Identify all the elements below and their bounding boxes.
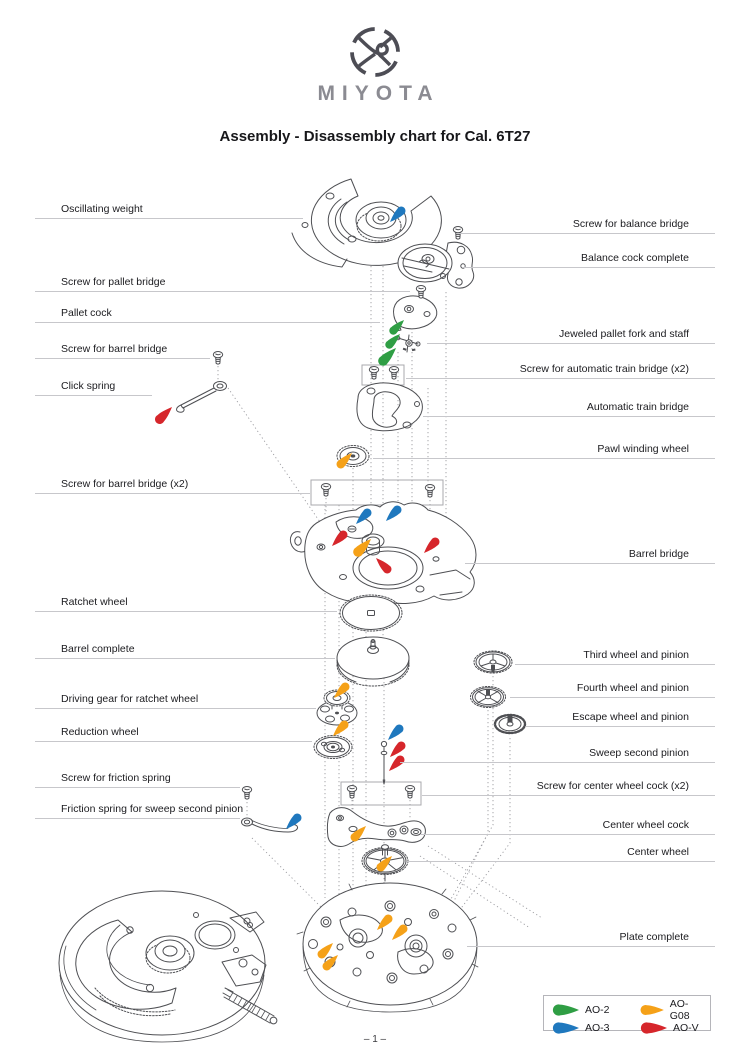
legend-label: AO-2 bbox=[585, 1004, 610, 1016]
label-ratchet-wheel: Ratchet wheel bbox=[35, 595, 337, 612]
center-wheel-cock-drawing bbox=[327, 808, 425, 847]
label-escape-wheel-and-pinion: Escape wheel and pinion bbox=[526, 710, 715, 727]
screw-icon bbox=[321, 484, 330, 497]
label-center-wheel-cock: Center wheel cock bbox=[421, 818, 715, 835]
label-fourth-wheel-and-pinion: Fourth wheel and pinion bbox=[510, 681, 715, 698]
escape-wheel-drawing bbox=[495, 715, 525, 733]
fourth-wheel-drawing bbox=[471, 687, 506, 708]
label-reduction-wheel: Reduction wheel bbox=[35, 725, 312, 742]
label-pallet-cock: Pallet cock bbox=[35, 306, 380, 323]
legend-item-aog08 bbox=[638, 998, 704, 1022]
label-screw-for-barrel-bridge: Screw for barrel bridge bbox=[35, 342, 210, 359]
legend-item-ao2 bbox=[550, 1004, 638, 1016]
automatic-train-bridge-drawing bbox=[357, 383, 422, 431]
screw-icon bbox=[347, 786, 356, 799]
label-friction-spring-for-sweep-second-pinion: Friction spring for sweep second pinion bbox=[35, 802, 240, 819]
oil-drop-icon bbox=[638, 1022, 668, 1034]
label-screw-for-balance-bridge: Screw for balance bridge bbox=[458, 217, 715, 234]
reduction-wheel-drawing bbox=[314, 736, 352, 759]
legend-item-aov bbox=[638, 1022, 704, 1034]
label-oscillating-weight: Oscillating weight bbox=[35, 202, 303, 219]
screw-icon bbox=[425, 485, 434, 498]
assembled-movement-drawing bbox=[59, 891, 277, 1042]
label-pawl-winding-wheel: Pawl winding wheel bbox=[373, 442, 715, 459]
label-screw-for-automatic-train-bridge-x2: Screw for automatic train bridge (x2) bbox=[406, 362, 715, 379]
legend-label: AO-G08 bbox=[669, 998, 690, 1022]
label-click-spring: Click spring bbox=[35, 379, 152, 396]
label-automatic-train-bridge: Automatic train bridge bbox=[423, 400, 715, 417]
legend-label: AO-V bbox=[673, 1022, 699, 1034]
label-screw-for-pallet-bridge: Screw for pallet bridge bbox=[35, 275, 410, 292]
label-balance-cock-complete: Balance cock complete bbox=[462, 251, 715, 268]
screw-icon bbox=[369, 367, 378, 380]
oil-legend bbox=[543, 995, 711, 1034]
page-number: – 1 – bbox=[363, 1034, 387, 1045]
label-sweep-second-pinion: Sweep second pinion bbox=[400, 746, 715, 763]
screw-icon bbox=[405, 786, 414, 799]
legend-item-ao3 bbox=[550, 1022, 638, 1034]
screw-icon bbox=[389, 367, 398, 380]
oil-drop-icon bbox=[638, 1004, 665, 1016]
label-jeweled-pallet-fork-and-staff: Jeweled pallet fork and staff bbox=[427, 327, 715, 344]
label-screw-for-barrel-bridge-x2: Screw for barrel bridge (x2) bbox=[35, 477, 310, 494]
brand-wordmark: MIYOTA bbox=[317, 82, 440, 105]
oil-drop-icon bbox=[550, 1004, 580, 1016]
label-plate-complete: Plate complete bbox=[467, 930, 715, 947]
label-barrel-bridge: Barrel bridge bbox=[465, 547, 715, 564]
oil-drop-icon bbox=[550, 1022, 580, 1034]
oil-drop-icon bbox=[385, 723, 405, 743]
label-third-wheel-and-pinion: Third wheel and pinion bbox=[515, 648, 715, 665]
sweep-second-pinion-drawing bbox=[381, 741, 387, 784]
barrel-complete-drawing bbox=[337, 637, 409, 686]
legend-label: AO-3 bbox=[585, 1022, 610, 1034]
page-title: Assembly - Disassembly chart for Cal. 6T27 bbox=[219, 128, 531, 145]
label-barrel-complete: Barrel complete bbox=[35, 642, 335, 659]
label-center-wheel: Center wheel bbox=[407, 845, 715, 862]
barrel-bridge-drawing bbox=[290, 502, 476, 604]
click-spring-drawing bbox=[177, 382, 227, 413]
pallet-fork-drawing bbox=[396, 335, 420, 352]
label-screw-for-center-wheel-cock-x2: Screw for center wheel cock (x2) bbox=[422, 779, 715, 796]
screw-icon bbox=[213, 352, 222, 365]
screw-icon bbox=[242, 787, 251, 800]
oil-drop-icon bbox=[153, 404, 175, 426]
oil-drop-icon bbox=[283, 812, 303, 832]
label-driving-gear-for-ratchet-wheel: Driving gear for ratchet wheel bbox=[35, 692, 316, 709]
label-screw-for-friction-spring: Screw for friction spring bbox=[35, 771, 240, 788]
third-wheel-drawing bbox=[474, 651, 512, 673]
